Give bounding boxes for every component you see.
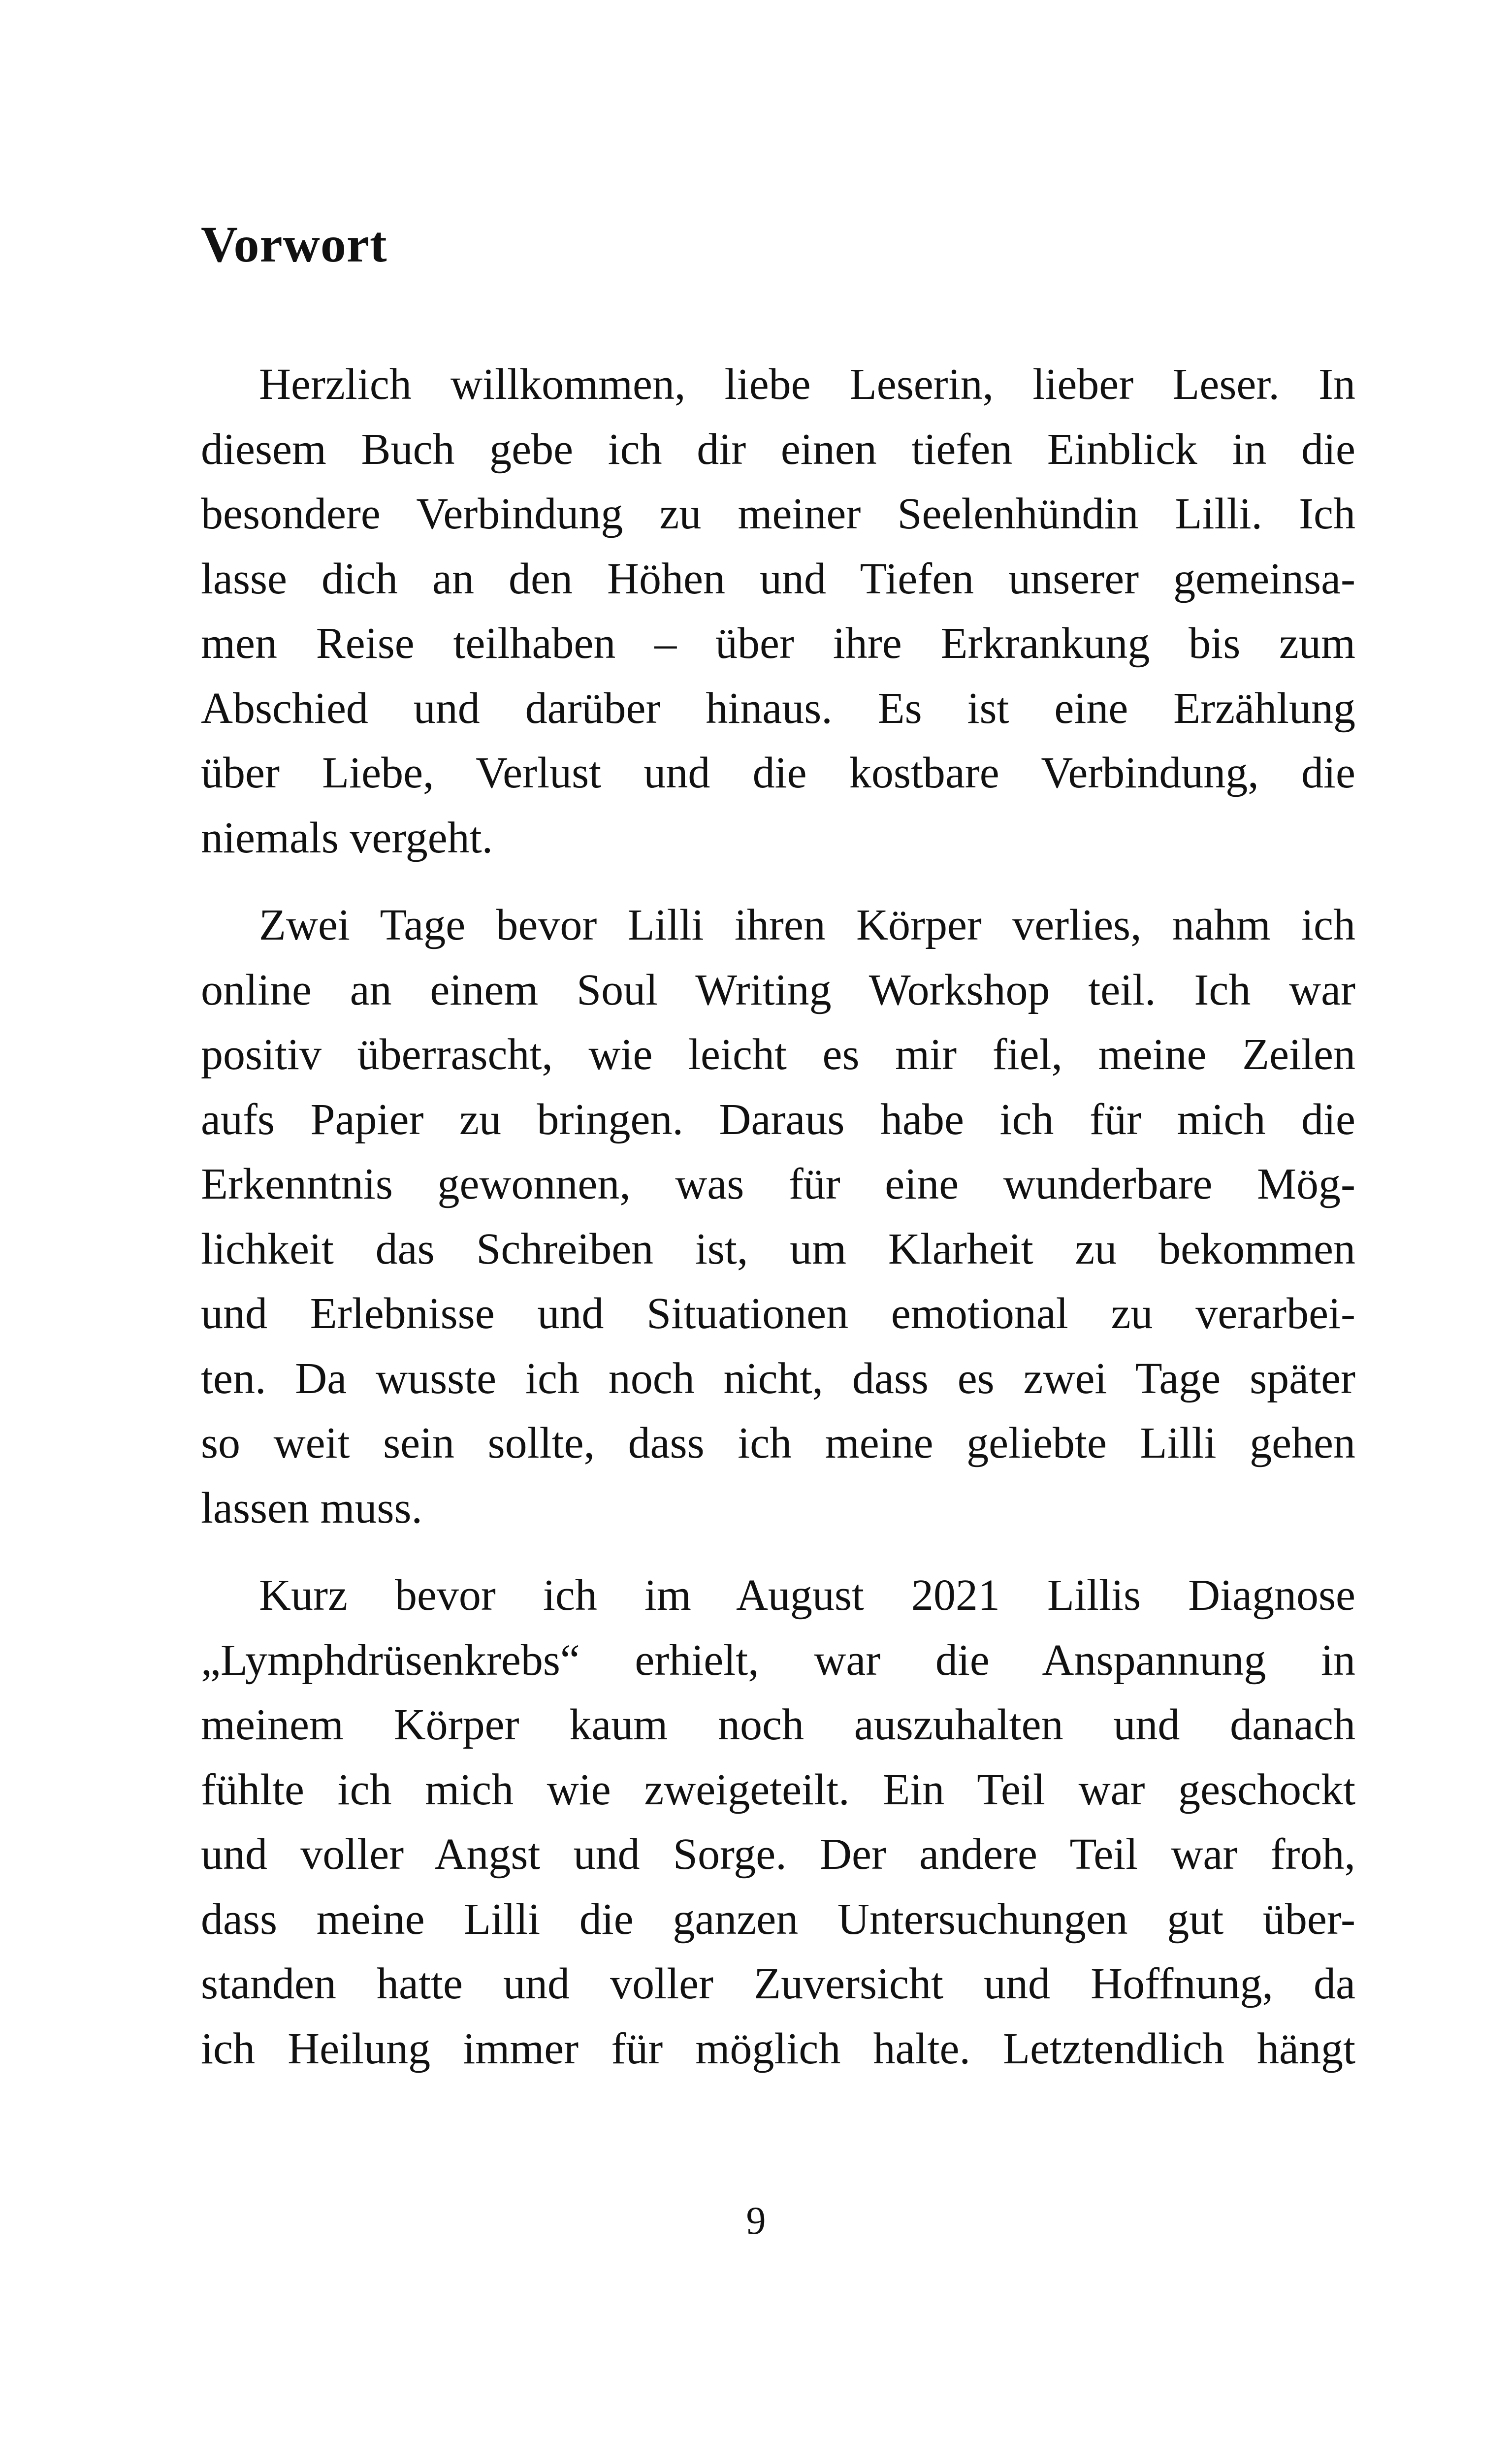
text-line: Erkenntnis gewonnen, was für eine wunderbare Mög- xyxy=(201,1160,1355,1208)
text-line: Kurz bevor ich im August 2021 Lillis Diagnose xyxy=(259,1571,1355,1620)
text-line: lasse dich an den Höhen und Tiefen unserer gemeinsa- xyxy=(201,554,1355,603)
text-line: men Reise teilhaben – über ihre Erkrankung bis zum xyxy=(201,619,1355,668)
text-line: fühlte ich mich wie zweigeteilt. Ein Teil war geschockt xyxy=(201,1765,1355,1814)
text-line: und Erlebnisse und Situationen emotional zu verarbei- xyxy=(201,1289,1355,1338)
text-line: positiv überrascht, wie leicht es mir fiel, meine Zeilen xyxy=(201,1030,1355,1079)
text-line: und voller Angst und Sorge. Der andere Teil war froh, xyxy=(201,1830,1355,1879)
paragraph xyxy=(201,352,1355,870)
page-number: 9 xyxy=(746,2199,766,2243)
text-line: so weit sein sollte, dass ich meine geliebte Lilli gehen xyxy=(201,1419,1355,1467)
text-line: online an einem Soul Writing Workshop teil. Ich war xyxy=(201,965,1355,1014)
text-line: ten. Da wusste ich noch nicht, dass es zwei Tage später xyxy=(201,1354,1355,1403)
text-line: Zwei Tage bevor Lilli ihren Körper verlies, nahm ich xyxy=(259,901,1355,949)
paragraph xyxy=(201,1563,1355,2081)
text-line: lichkeit das Schreiben ist, um Klarheit zu bekommen xyxy=(201,1224,1355,1273)
chapter-heading: Vorwort xyxy=(201,216,387,273)
text-line: ich Heilung immer für möglich halte. Letztendlich hängt xyxy=(201,2024,1355,2073)
text-line: lassen muss. xyxy=(201,1483,422,1532)
text-line: Abschied und darüber hinaus. Es ist eine Erzählung xyxy=(201,684,1355,733)
text-line: diesem Buch gebe ich dir einen tiefen Einblick in die xyxy=(201,424,1355,474)
text-line: standen hatte und voller Zuversicht und Hoffnung, da xyxy=(201,1959,1355,2008)
text-line: niemals vergeht. xyxy=(201,813,493,862)
paragraph xyxy=(201,893,1355,1540)
body-text xyxy=(201,352,1355,2104)
text-line: meinem Körper kaum noch auszuhalten und danach xyxy=(201,1700,1355,1749)
text-line: dass meine Lilli die ganzen Untersuchungen gut über- xyxy=(201,1894,1355,1944)
text-line: Herzlich willkommen, liebe Leserin, lieber Leser. In xyxy=(259,360,1355,409)
text-line: über Liebe, Verlust und die kostbare Verbindung, die xyxy=(201,749,1355,797)
text-line: besondere Verbindung zu meiner Seelenhündin Lilli. Ich xyxy=(201,489,1355,538)
text-line: „Lymphdrüsenkrebs“ erhielt, war die Anspannung in xyxy=(201,1635,1355,1685)
text-line: aufs Papier zu bringen. Daraus habe ich für mich die xyxy=(201,1095,1355,1144)
